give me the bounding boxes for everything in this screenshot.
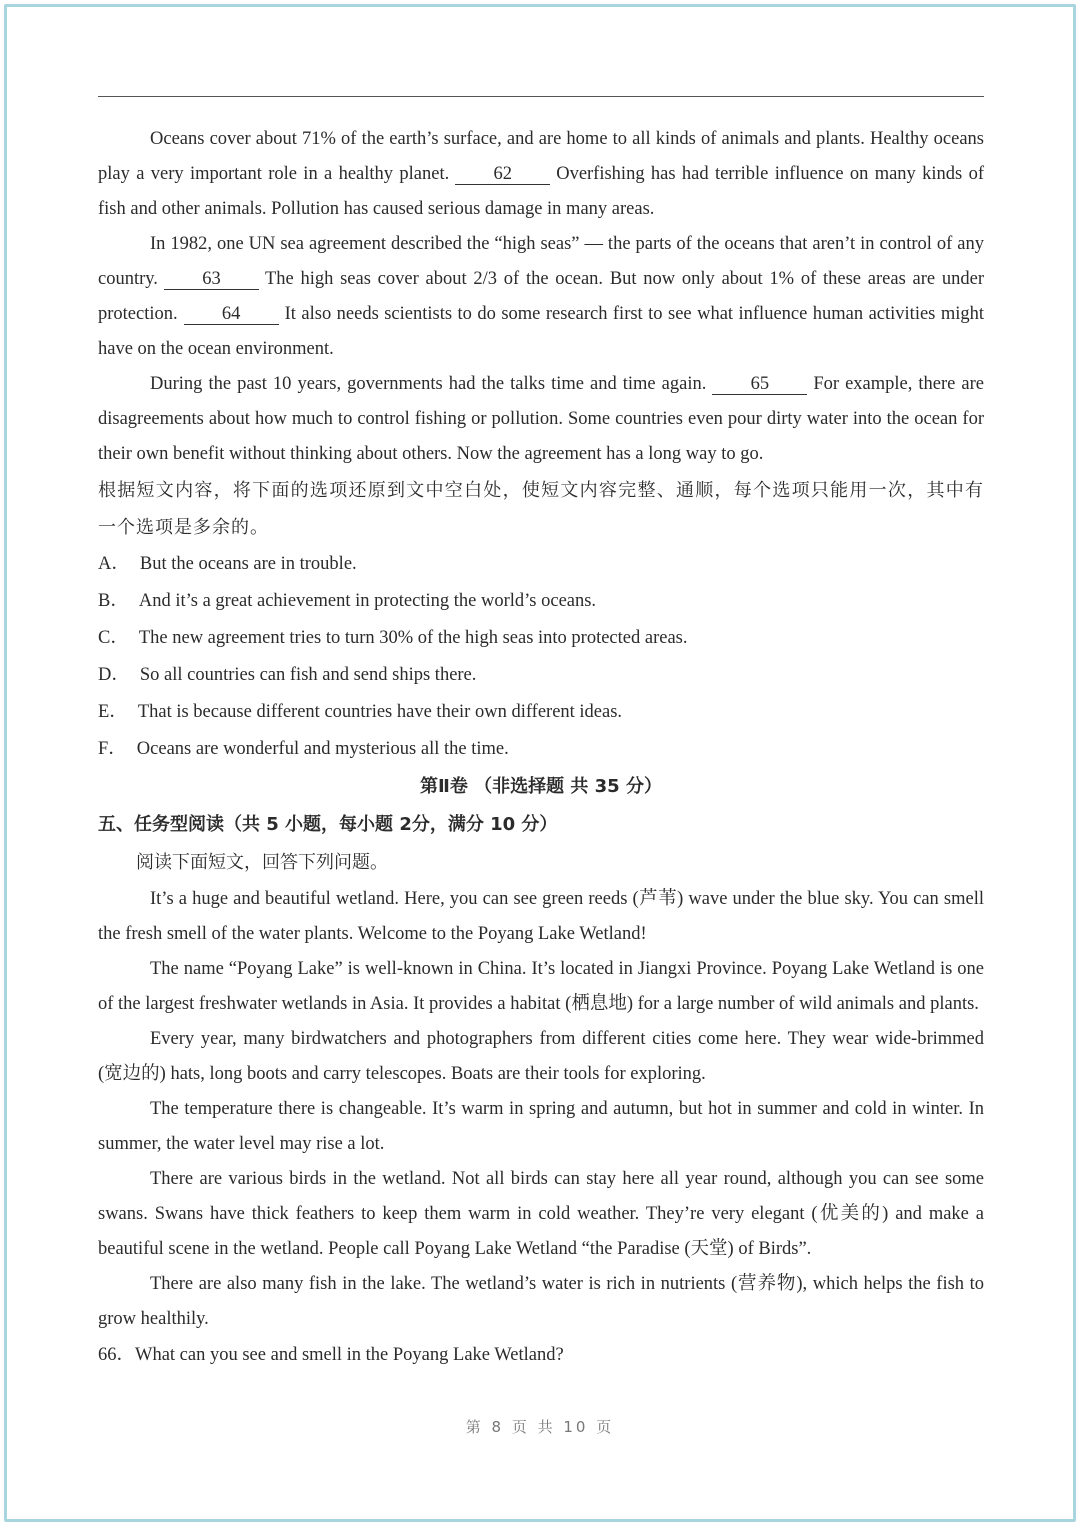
page-number: 第 8 页 共 10 页 (465, 1418, 615, 1436)
option-c[interactable] (98, 620, 984, 657)
option-b[interactable] (98, 583, 984, 620)
page-content (98, 122, 984, 1373)
option-text: But the oceans are in trouble. (139, 554, 357, 574)
option-e[interactable] (98, 694, 984, 731)
passage1-paragraph-1 (98, 122, 984, 227)
passage1-text: In 1982, one UN sea agreement described the “high seas” — the parts of the oceans that aren’t in control of any country. (98, 234, 984, 289)
passage1-paragraph-2 (98, 227, 984, 367)
passage1-text: Oceans cover about 71% of the earth’s surface, and are home to all kinds of animals and plants. Healthy oceans play a very important role in a healthy planet. (98, 129, 984, 184)
passage1-text: It also needs scientists to do some research first to see what influence human activities might have on the ocean environment. (98, 304, 984, 359)
passage1-text: The high seas cover about 2/3 of the ocean. But now only about 1% of these areas are under protection. (98, 269, 984, 324)
passage2-paragraph-6: There are also many fish in the lake. The wetland’s water is rich in nutrients (营养物), which helps the fish to grow healthily. (98, 1274, 984, 1329)
section5-instruction: 阅读下面短文，回答下列问题。 (136, 852, 388, 873)
passage2-paragraph-5: There are various birds in the wetland. Not all birds can stay here all year round, although you can see some swans. Swans have thick feathers to keep them warm in cold weather. They’re very elegant (优美的) and make a beautiful scene in the wetland. People call Poyang Lake Wetland “the Paradise (天堂) of Birds”. (98, 1169, 984, 1259)
option-a[interactable] (98, 546, 984, 583)
passage1-paragraph-3 (98, 367, 984, 472)
blank-62[interactable]: 62 (455, 164, 550, 185)
option-text: So all countries can fish and send ships there. (139, 665, 477, 685)
blank-65[interactable]: 65 (712, 374, 807, 395)
passage2-paragraph-4: The temperature there is changeable. It’s warm in spring and autumn, but hot in summer and cold in winter. In summer, the water level may rise a lot. (98, 1099, 984, 1154)
part2-title: 第Ⅱ卷 （非选择题 共 35 分） (420, 776, 662, 797)
passage2-paragraph-1: It’s a huge and beautiful wetland. Here, you can see green reeds (芦苇) wave under the blue sky. You can smell the fresh smell of the water plants. Welcome to the Poyang Lake Wetland! (98, 889, 984, 944)
header-rule (98, 96, 984, 97)
blank-64[interactable]: 64 (184, 304, 279, 325)
passage1-text: Overfishing has had terrible influence on many kinds of fish and other animals. Pollution has caused serious damage in many areas. (98, 164, 984, 219)
option-d[interactable] (98, 657, 984, 694)
option-text: And it’s a great achievement in protecting the world’s oceans. (138, 591, 597, 611)
blank-63[interactable]: 63 (164, 269, 259, 290)
options-list (98, 546, 984, 768)
passage1-text: For example, there are disagreements about how much to control fishing or pollution. Some countries even pour dirty water into the ocean for their own benefit without thinking about others. Now the agreement has a long way to go. (98, 374, 985, 464)
option-text: Oceans are wonderful and mysterious all the time. (136, 739, 509, 759)
option-letter: D． (98, 665, 130, 685)
option-letter: F． (98, 739, 127, 759)
section5-title: 五、任务型阅读（共 5 小题，每小题 2分，满分 10 分） (98, 814, 558, 835)
option-text: The new agreement tries to turn 30% of the high seas into protected areas. (138, 628, 688, 648)
option-text: That is because different countries have their own different ideas. (137, 702, 623, 722)
option-letter: C． (98, 628, 129, 648)
passage2-paragraph-3: Every year, many birdwatchers and photographers from different cities come here. They wear wide-brimmed (宽边的) hats, long boots and carry telescopes. Boats are their tools for exploring. (98, 1029, 984, 1084)
option-f[interactable] (98, 731, 984, 768)
option-letter: B． (98, 591, 129, 611)
instruction-cn: 根据短文内容，将下面的选项还原到文中空白处，使短文内容完整、通顺，每个选项只能用一次，其中有一个选项是多余的。 (98, 480, 984, 538)
question-66: 66．What can you see and smell in the Poyang Lake Wetland? (98, 1345, 564, 1365)
option-letter: A． (98, 554, 130, 574)
passage1-text: During the past 10 years, governments had the talks time and time again. (150, 374, 707, 394)
option-letter: E． (98, 702, 128, 722)
passage2-paragraph-2: The name “Poyang Lake” is well-known in China. It’s located in Jiangxi Province. Poyang Lake Wetland is one of the largest freshwater wetlands in Asia. It provides a habitat (栖息地) for a large number of wild animals and plants. (98, 959, 984, 1014)
